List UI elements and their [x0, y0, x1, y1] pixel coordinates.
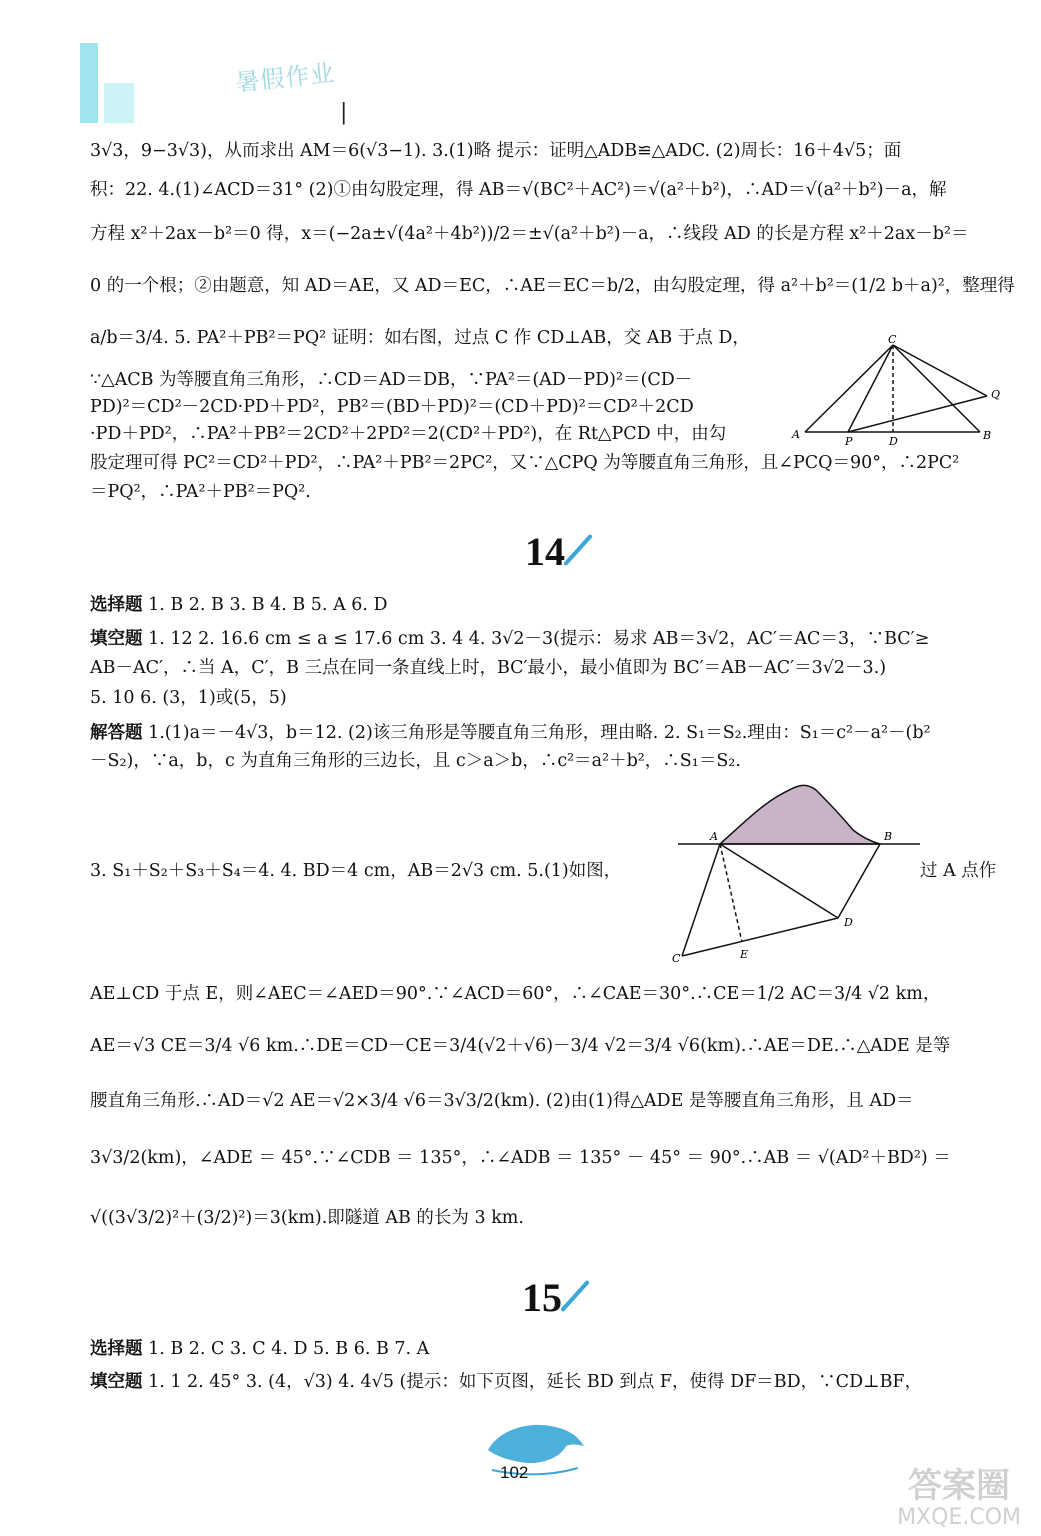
text-line: AE＝√3 CE＝3/4 √6 km.∴DE＝CD－CE＝3/4(√2＋√6)－3/4 √2＝3/4 √6(km).∴AE＝DE.∴△ADE 是等: [90, 1036, 951, 1056]
dolphin-icon: [480, 1410, 590, 1480]
section-number: 14: [525, 529, 565, 574]
choice-label: 选择题: [90, 1339, 143, 1359]
label-c: C: [888, 335, 897, 346]
geometry-figure-1: [790, 335, 1010, 450]
text-line: 3. S₁＋S₂＋S₃＋S₄＝4. 4. BD＝4 cm，AB＝2√3 cm. 5.(1)如图，: [90, 861, 622, 881]
header-mark: |: [340, 100, 348, 125]
text-line: a/b＝3/4. 5. PA²＋PB²＝PQ² 证明：如右图，过点 C 作 CD⊥AB，交 AB 于点 D，: [90, 328, 750, 348]
choice-answers: 1. B 2. B 3. B 4. B 5. A 6. D: [148, 595, 388, 615]
label-e: E: [740, 948, 749, 961]
page-number: 102: [500, 1463, 529, 1482]
label-d: D: [844, 916, 853, 929]
section-accent-stroke: [560, 1280, 590, 1312]
fill-label: 填空题: [90, 629, 143, 649]
text-line: √((3√3/2)²＋(3/2)²)＝3(km).即隧道 AB 的长为 3 km.: [90, 1208, 524, 1228]
text-line: 3√3/2(km)，∠ADE ＝ 45°.∵∠CDB ＝ 135°，∴∠ADB ＝ 135° － 45° ＝ 90°.∴AB ＝ √(AD²＋BD²) ＝: [90, 1148, 951, 1168]
fill-answers: 1. 1 2. 45° 3. (4，√3) 4. 4√5 (提示：如下页图，延长 BD 到点 F，使得 DF＝BD，∵CD⊥BF，: [148, 1372, 923, 1392]
text-line: 过 A 点作: [920, 861, 997, 881]
fill-answers: 1. 12 2. 16.6 cm ≤ a ≤ 17.6 cm 3. 4 4. 3√2－3(提示：易求 AB＝3√2，AC′＝AC＝3，∵BC′≥: [148, 629, 930, 649]
label-q: Q: [991, 388, 1001, 401]
text-line: 积：22. 4.(1)∠ACD＝31° (2)①由勾股定理，得 AB＝√(BC²＋AC²)＝√(a²＋b²)，∴AD＝√(a²＋b²)－a，解: [90, 180, 947, 200]
answer-text: 1.(1)a＝－4√3，b＝12. (2)该三角形是等腰直角三角形，理由略. 2. S₁＝S₂.理由：S₁＝c²－a²－(b²: [148, 723, 931, 743]
header-bar-decoration: [80, 43, 98, 123]
choice-answers: 1. B 2. C 3. C 4. D 5. B 6. B 7. A: [148, 1339, 430, 1359]
label-d: D: [889, 435, 898, 448]
text-line: 3√3，9−3√3)，从而求出 AM＝6(√3−1). 3.(1)略 提示：证明△ADB≌△ADC. (2)周长：16＋4√5；面: [90, 141, 902, 161]
text-line: 方程 x²＋2ax－b²＝0 得，x＝(−2a±√(4a²＋4b²))/2＝±√(a²＋b²)－a，∴线段 AD 的长是方程 x²＋2ax－b²＝: [90, 224, 969, 244]
text-line: 0 的一个根；②由题意，知 AD＝AE，又 AD＝EC，∴AE＝EC＝b/2，由勾股定理，得 a²＋b²＝(1/2 b＋a)²，整理得: [90, 276, 1015, 296]
header-logo: [70, 38, 370, 138]
text-line: ∵△ACB 为等腰直角三角形，∴CD＝AD＝DB，∵PA²＝(AD－PD)²＝(CD－: [90, 370, 693, 390]
fill-row: [90, 631, 1002, 649]
text-line: 腰直角三角形.∴AD＝√2 AE＝√2×3/4 √6＝3√3/2(km). (2)由(1)得△ADE 是等腰直角三角形，且 AD＝: [90, 1091, 914, 1111]
text-line: ＝PQ²，∴PA²＋PB²＝PQ².: [90, 482, 311, 502]
text-line: 5. 10 6. (3，1)或(5，5): [90, 688, 287, 708]
watermark-stamp: [897, 1468, 1021, 1530]
answer-row: [90, 725, 1002, 743]
fill-row: [90, 1374, 1002, 1392]
fill-label: 填空题: [90, 1372, 143, 1392]
choice-row: [90, 1341, 1002, 1359]
label-a: A: [710, 830, 718, 843]
label-c: C: [672, 952, 681, 965]
label-p: P: [845, 435, 853, 448]
section-number: 15: [522, 1275, 562, 1320]
text-line: PD)²＝CD²－2CD·PD＋PD²，PB²＝(BD＋PD)²＝(CD＋PD)²＝CD²＋2CD: [90, 397, 694, 417]
text-line: ·PD＋PD²，∴PA²＋PB²＝2CD²＋2PD²＝2(CD²＋PD²)，在 Rt△PCD 中，由勾: [90, 424, 727, 444]
watermark-bottom: MXQE.COM: [897, 1504, 1021, 1530]
label-b: B: [983, 429, 992, 442]
watermark-top: 答案圈: [908, 1466, 1011, 1507]
text-line: AE⊥CD 于点 E，则∠AEC＝∠AED＝90°.∵∠ACD＝60°，∴∠CAE＝30°.∴CE＝1/2 AC＝3/4 √2 km，: [90, 984, 941, 1004]
label-b: B: [884, 830, 893, 843]
geometry-figure-2: [668, 778, 920, 968]
text-line: 股定理可得 PC²＝CD²＋PD²，∴PA²＋PB²＝2PC²，又∵△CPQ 为等腰直角三角形，且∠PCQ＝90°，∴2PC²: [90, 453, 960, 473]
section-accent-stroke: [563, 534, 593, 566]
series-title: 暑假作业: [234, 58, 337, 98]
header-bar-decoration: [104, 83, 134, 123]
choice-label: 选择题: [90, 595, 143, 615]
text-line: AB－AC′，∴当 A，C′，B 三点在同一条直线上时，BC′最小，最小值即为 BC′＝AB－AC′＝3√2－3.): [90, 658, 887, 678]
text-line: －S₂)，∵a，b，c 为直角三角形的三边长，且 c＞a＞b，∴c²＝a²＋b²，∴S₁＝S₂.: [90, 751, 741, 771]
answer-label: 解答题: [90, 723, 143, 743]
choice-row: [90, 597, 1002, 615]
label-a: A: [792, 428, 800, 441]
